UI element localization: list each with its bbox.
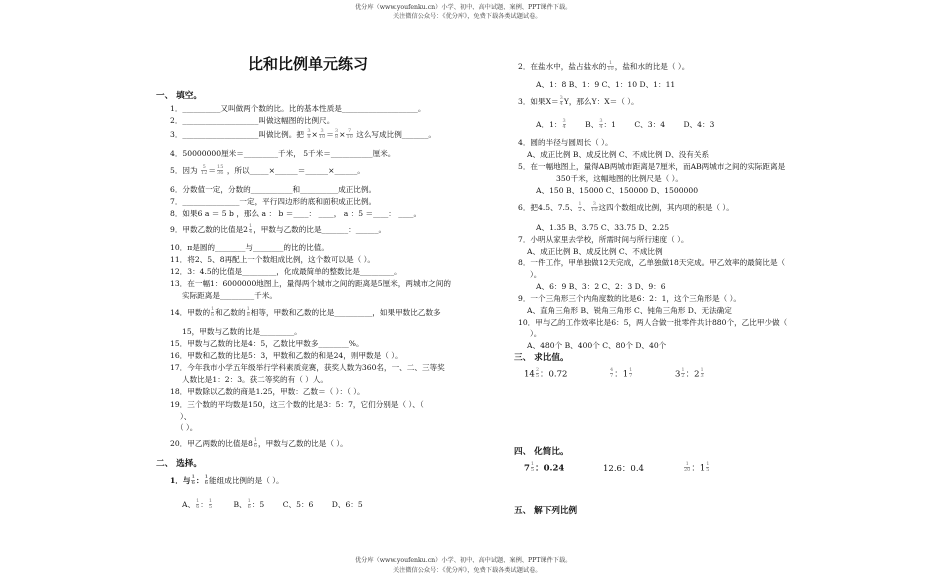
question-6: 6．分数值一定，分数的___________和__________成正比例。	[170, 185, 377, 194]
fraction	[684, 462, 690, 474]
choice-1-options	[182, 499, 363, 511]
fraction-denominator: 4	[249, 229, 253, 236]
fraction-denominator: 7	[629, 373, 633, 380]
fraction	[249, 224, 252, 236]
option-d: D、6：5	[331, 499, 363, 509]
fraction-numerator: 1	[211, 306, 215, 312]
fraction	[607, 61, 613, 73]
fraction	[536, 368, 539, 380]
choice-10-options: A、480个 B、400个 C、80个 D、40个	[527, 341, 667, 350]
choice-6-text-a: 6．把4.5、7.5、	[518, 202, 578, 212]
option-b	[233, 500, 264, 509]
fraction-denominator: 5	[706, 467, 710, 474]
question-14-text-a: 14．甲数的	[170, 307, 211, 317]
fraction	[346, 129, 352, 141]
option-d: D、4：3	[683, 119, 715, 129]
fraction-denominator: 5	[535, 373, 540, 380]
fraction	[578, 202, 581, 214]
fraction-denominator: 10	[591, 207, 598, 214]
question-14-text-c: 相等，甲数和乙数的比是__________，如果甲数比乙数多	[250, 307, 441, 317]
fraction	[706, 462, 709, 474]
section-choice: 二、 选择。	[156, 459, 202, 469]
choice-3-text-b: Y，那么Y：X＝（ ）。	[563, 96, 639, 106]
question-17-line-1: 17．今年我市小学五年级举行学科素质竞赛，获奖人数为360名，一、二、三等奖	[170, 363, 445, 372]
question-20-text-b: ，甲数与乙数的比是（ ）。	[258, 438, 348, 448]
whole-part: 7	[524, 463, 530, 474]
choice-3-text-a: 3．如果X＝	[518, 96, 559, 106]
ratio-problem-3	[675, 368, 705, 380]
fraction-numerator: 15	[217, 164, 224, 170]
fraction	[248, 499, 251, 511]
choice-4: 4．圆的半径与圆周长（ ）。	[518, 138, 613, 147]
fraction-denominator: 10	[607, 66, 614, 73]
question-19-line-3: （ ）。	[176, 423, 198, 432]
ratio-problem-1	[524, 368, 567, 380]
fraction-denominator: 4	[599, 124, 603, 131]
fraction	[531, 462, 534, 474]
fraction	[701, 368, 704, 380]
ratio-rest: ：0.24	[535, 463, 565, 474]
fraction-numerator: 3	[334, 128, 339, 134]
simplify-problem-2: 12.6：0.4	[603, 464, 644, 474]
option-a: A、 $\frac{1}{6}$ ： $\frac{1}{5}$	[182, 498, 213, 511]
choice-3	[518, 96, 639, 108]
choice-2-text-b: ，盐和水的比是（ ）。	[614, 61, 690, 71]
ratio-mid: ：2	[685, 369, 700, 380]
choice-3-options	[536, 119, 714, 131]
fraction-numerator: 1	[253, 437, 258, 443]
fraction-denominator: 3	[700, 373, 704, 380]
option-b	[585, 120, 616, 129]
fraction-numerator: 1	[578, 201, 582, 207]
simplify-problem-3	[683, 462, 710, 474]
fraction	[591, 202, 597, 214]
choice-7-options: A、成正比例 B、成反比例 C、不成比例	[527, 247, 663, 256]
choice-4-options: A、成正比例 B、成反比例 C、不成比例 D、没有关系	[527, 150, 710, 159]
whole-part: 14	[524, 369, 535, 380]
question-5: 5．因为 $\frac{5}{12}$ ＝ $\frac{15}{36}$ ，所以_____×______＝______×______。	[170, 164, 365, 177]
question-14-text-b: 和乙数的	[215, 307, 246, 317]
fraction-denominator: 6	[196, 504, 200, 511]
section-simplify-ratio: 四、 化简比。	[514, 447, 569, 457]
section-fill-blank: 一、 填空。	[156, 91, 202, 101]
choice-9-options: A、直角三角形 B、锐角三角形 C、钝角三角形 D、无法确定	[527, 306, 732, 315]
question-20	[170, 438, 348, 450]
question-16: 16．甲数和乙数的比是5：3，甲数和乙数的和是24，则甲数是（ ）。	[170, 351, 403, 360]
fraction-denominator: 8	[307, 134, 311, 141]
question-20-text-a: 20．甲乙两数的比值是8	[170, 438, 253, 448]
fraction-denominator: 5	[530, 467, 535, 474]
fraction-denominator: 10	[318, 134, 326, 141]
question-18: 18．甲数除以乙数的商是1.25，甲数：乙数＝（ ）：（ ）。	[170, 387, 365, 396]
option-a-label: A．1：	[536, 119, 562, 129]
option-b-rest: ：1	[603, 119, 616, 129]
section-ratio-value: 三、 求比值。	[514, 353, 569, 363]
fraction-denominator: 2	[681, 373, 685, 380]
choice-2	[518, 61, 689, 73]
fraction	[211, 307, 214, 319]
question-3-text-b: 这么写成比例_______。	[356, 129, 436, 139]
choice-10-line-2: ）。	[530, 329, 542, 338]
choice-2-text-a: 2．在盐水中，盐占盐水的	[518, 61, 607, 71]
fraction-numerator: 4	[610, 367, 614, 373]
question-9-text-b: ，甲数与乙数的比是_______：______。	[253, 224, 387, 234]
question-15: 15．甲数与乙数的比是4：5，乙数比甲数多________%。	[170, 339, 364, 348]
fraction	[335, 129, 338, 141]
choice-6-text-b: 这四个数组成比例，其内项的积是（ ）。	[598, 202, 734, 212]
choice-5-line-2: 350千米，这幅地图的比例尺是（ ）。	[556, 174, 684, 183]
fraction-denominator: 6	[204, 480, 209, 487]
choice-7: 7．小明从家里去学校，所需时间与所行速度（ ）。	[518, 235, 689, 244]
fraction-numerator: 1	[685, 461, 689, 467]
choice-1-text-b: 能组成比例的是（ ）。	[209, 475, 284, 485]
ratio-mid: ：1	[614, 369, 629, 380]
fraction-numerator: 7	[348, 128, 352, 134]
question-3: 3．____________________叫做比例。把 $\frac{3}{8}$ × $\frac{3}{10}$ ＝ $\frac{3}{8}$ × $\frac{7}{10}$ 这么写成比例_______。	[170, 128, 436, 141]
fraction-numerator: 3	[592, 201, 596, 207]
option-a	[536, 120, 567, 129]
fraction-numerator: 2	[535, 367, 540, 373]
page-title: 比和比例单元练习	[248, 55, 369, 73]
question-1: 1．__________又叫做两个数的比。比的基本性质是____________________。	[170, 104, 426, 113]
fraction-denominator: 8	[334, 134, 339, 141]
fraction-denominator: 2	[578, 207, 582, 214]
fraction-numerator: 3	[559, 95, 563, 101]
question-13-line-2: 实际距离是_________千米。	[182, 291, 277, 300]
fraction-numerator: 1	[208, 498, 213, 504]
fraction-denominator: 4	[562, 124, 566, 131]
fraction-denominator: 4	[559, 101, 563, 108]
fraction-numerator: 5	[202, 164, 206, 170]
fraction-denominator: 6	[211, 312, 215, 319]
question-10: 10．π是圆的________与________的比的比值。	[170, 243, 329, 252]
section-solve-proportion: 五、 解下列比例	[514, 506, 578, 516]
fraction-numerator: 1	[196, 498, 200, 504]
fraction-numerator: 1	[629, 367, 633, 373]
ratio-mid: ：1	[691, 463, 706, 474]
fraction-numerator: 3	[562, 118, 566, 124]
question-12: 12．3：4.5的比值是_________，化成最简单的整数比是_________。	[170, 267, 402, 276]
option-b-label: B、	[233, 499, 247, 509]
choice-2-options: A、1：8 B、1：9 C、1：10 D、1：11	[536, 80, 676, 89]
fraction-denominator: 8	[246, 312, 250, 319]
question-3-text-a: 3．____________________叫做比例。把	[170, 129, 304, 139]
fraction	[205, 475, 208, 487]
question-14-line-2: 15，甲数与乙数的比是_________。	[182, 327, 302, 336]
choice-8-options: A、6：9 B、3：2 C、2：3 D、9：6	[536, 282, 666, 291]
simplify-problem-1	[524, 462, 564, 474]
fraction	[247, 307, 250, 319]
question-9	[170, 224, 386, 236]
fraction-numerator: 1	[530, 461, 535, 467]
fraction	[681, 368, 684, 380]
fraction-numerator: 1	[204, 474, 209, 480]
fraction-denominator: 6	[191, 480, 195, 487]
fraction	[254, 438, 257, 450]
ratio-problem-2	[609, 368, 633, 380]
whole-part: 3	[675, 369, 681, 380]
question-13-line-1: 13．在一幅1：6000000地图上，量得两个城市之间的距离是5厘米，两城市之间的	[170, 279, 451, 288]
choice-5-options: A、150 B、15000 C、150000 D、1500000	[536, 186, 699, 195]
fraction-numerator: 1	[608, 60, 613, 66]
question-2: 2．____________________叫做这幅图的比例尺。	[170, 116, 335, 125]
fraction-numerator: 1	[191, 474, 195, 480]
fraction-numerator: 1	[246, 306, 250, 312]
question-5-text-a: 5．因为	[170, 165, 198, 175]
fraction	[217, 165, 223, 177]
fraction-denominator: 6	[253, 443, 258, 450]
fraction	[599, 119, 602, 131]
footer-line-2: 关注微信公众号：《优分库》，免费下载各类试题试卷。	[393, 567, 542, 574]
fraction-denominator: 7	[610, 373, 614, 380]
choice-6: 6．把4.5、7.5、 $\frac{1}{2}$ 、 $\frac{3}{10}$ 这四个数组成比例，其内项的积是（ ）。	[518, 201, 734, 214]
fraction-denominator: 20	[684, 467, 691, 474]
header-line-2: 关注微信公众号：《优分库》，免费下载各类试题试卷。	[393, 13, 542, 20]
choice-1: 1．与 $\frac{1}{6}$ ： $\frac{1}{6}$ 能组成比例的是（ ）。	[170, 474, 284, 487]
option-b-label: B、	[585, 119, 599, 129]
fraction	[610, 368, 613, 380]
fraction-numerator: 1	[249, 223, 253, 229]
choice-8-line-1: 8．一件工作，甲单独做12天完成，乙单独做18天完成。甲乙效率的最简比是（	[518, 258, 786, 267]
question-19-line-2: ）、	[180, 412, 192, 421]
question-14	[170, 307, 441, 319]
choice-9: 9．一个三角形三个内角度数的比是6：2：1，这个三角形是（ ）。	[518, 294, 741, 303]
fraction	[307, 129, 310, 141]
option-a-label: A、	[182, 499, 196, 509]
fraction-numerator: 1	[247, 498, 251, 504]
fraction-numerator: 1	[681, 367, 685, 373]
option-c: C、5：6	[282, 499, 314, 509]
question-8: 8．如果6 a ＝ 5 b ，那么 a ： b ＝____： ____， a ：5 ＝____： ____。	[170, 209, 422, 218]
choice-8-line-2: ）。	[530, 270, 542, 279]
header-line-1: 优分库（www.youfenku.cn）小学、初中、高中试题、案例、PPT课件下载。	[355, 4, 572, 11]
fraction-numerator: 1	[706, 461, 710, 467]
fraction-numerator: 1	[700, 367, 704, 373]
fraction-denominator: 10	[346, 134, 353, 141]
choice-5-line-1: 5．在一幅地图上，量得AB两城市距离是7厘米，而AB两城市之间的实际距离是	[518, 162, 786, 171]
ratio-rest: ：0.72	[540, 369, 568, 380]
fraction-denominator: 6	[247, 504, 251, 511]
fraction-numerator: 3	[599, 118, 603, 124]
fraction	[209, 499, 212, 511]
fraction	[563, 119, 566, 131]
fraction	[560, 96, 563, 108]
question-17-line-2: 人数比是1：2：3。获二等奖的有（ ）人。	[182, 375, 328, 384]
fraction-denominator: 5	[208, 504, 213, 511]
fraction	[196, 499, 199, 511]
fraction	[191, 475, 194, 487]
question-5-text-b: ，所以_____×______＝______×______。	[226, 165, 365, 175]
fraction-denominator: 36	[217, 170, 224, 177]
footer-line-1: 优分库（www.youfenku.cn）小学、初中、高中试题、案例、PPT课件下载。	[355, 557, 572, 564]
fraction-denominator: 12	[201, 170, 208, 177]
question-7: 7．_______________一定，平行四边形的底和面积成正比例。	[170, 197, 377, 206]
option-c: C、3：4	[634, 119, 666, 129]
option-b-rest: ：5	[251, 499, 265, 509]
fraction	[201, 165, 207, 177]
question-11: 11．将2、5、8再配上一个数组成比例，这个数可以是（ ）。	[170, 255, 376, 264]
fraction	[629, 368, 632, 380]
question-9-text-a: 9．甲数乙数的比值是2	[170, 224, 249, 234]
choice-1-text-a: 1．与	[170, 475, 191, 485]
fraction	[319, 129, 325, 141]
question-19-line-1: 19．三个数的平均数是150，这三个数的比是3：5：7，它们分别是（ ）、（	[170, 400, 424, 409]
choice-6-options: A、1.35 B、3.75 C、33.75 D、2.25	[536, 223, 670, 232]
fraction-numerator: 3	[320, 128, 324, 134]
choice-10-line-1: 10．甲与乙的工作效率比是6：5，两人合做一批零件共计880个，乙比甲少做（	[518, 318, 788, 327]
question-4: 4．50000000厘米＝_________千米， 5千米＝___________厘米。	[170, 149, 396, 158]
fraction-numerator: 3	[307, 128, 311, 134]
